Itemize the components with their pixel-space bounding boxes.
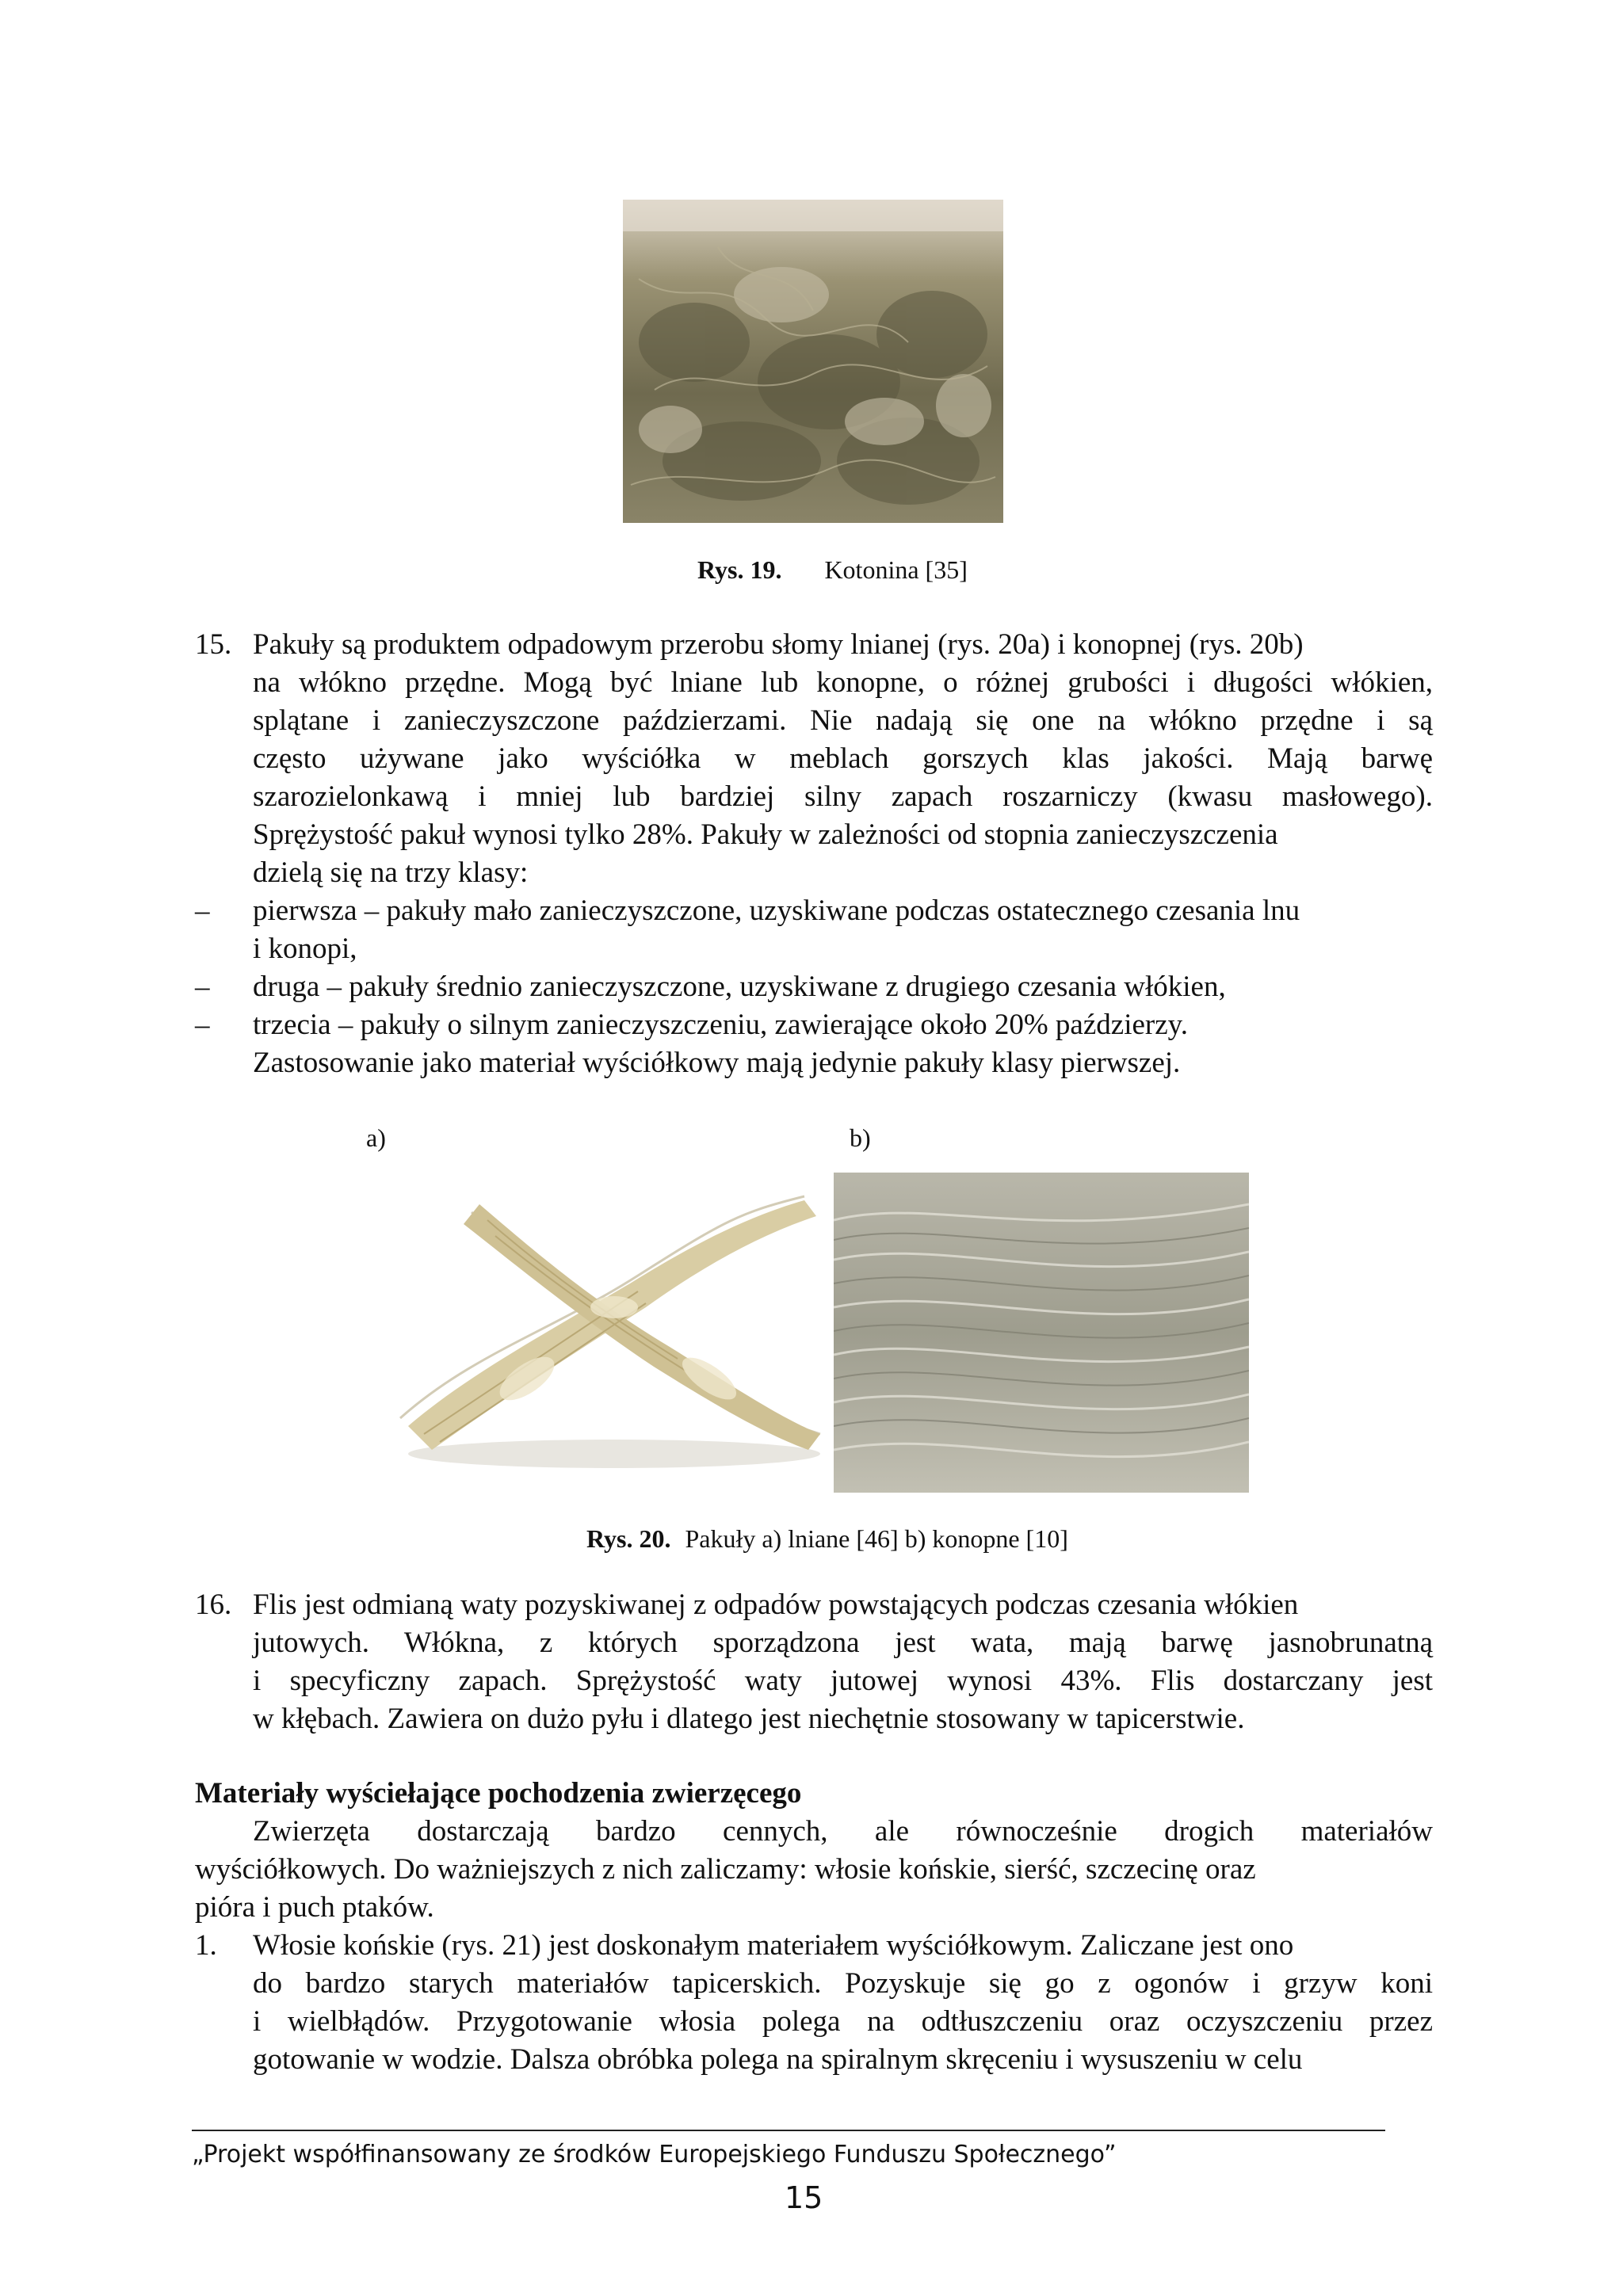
footer-text: „Projekt współfinansowany ze środków Europejskiego Funduszu Społecznego”	[192, 2141, 1117, 2168]
item-15-number: 15.	[195, 628, 232, 661]
figure-20a-label: a)	[366, 1123, 386, 1152]
footer-rule	[192, 2130, 1385, 2131]
bullet-line: druga – pakuły średnio zanieczyszczone, uzyskiwane z drugiego czesania włókien,	[253, 971, 1226, 1003]
item-15-line: dzielą się na trzy klasy:	[253, 856, 529, 889]
item-15-line: splątane i zanieczyszczone paździerzami. Nie nadają się one na włókno przędne i są	[253, 704, 1433, 737]
figure-19-caption	[697, 555, 968, 585]
closing-line: Zastosowanie jako materiał wyściółkowy mają jedynie pakuły klasy pierwszej.	[253, 1047, 1181, 1079]
item-16-line: jutowych. Włókna, z których sporządzona jest wata, mają barwę jasnobrunatną	[253, 1627, 1433, 1659]
bullet-item-third	[253, 1006, 1188, 1082]
bullet-line: pierwsza – pakuły mało zanieczyszczone, uzyskiwane podczas ostatecznego czesania lnu	[253, 894, 1300, 927]
intro-line: wyściółkowych. Do ważniejszych z nich zaliczamy: włosie końskie, sierść, szczecinę oraz	[195, 1853, 1256, 1886]
item-1-number: 1.	[195, 1929, 217, 1962]
hemp-tow-photo	[834, 1173, 1249, 1493]
bullet-dash: –	[195, 1009, 210, 1041]
intro-line: pióra i puch ptaków.	[195, 1891, 434, 1924]
item-1-paragraph	[253, 1927, 1433, 2079]
item-1-line: i wielbłądów. Przygotowanie włosia polega na odtłuszczeniu oraz oczyszczeniu przez	[253, 2005, 1433, 2038]
item-16-line: Flis jest odmianą waty pozyskiwanej z odpadów powstających podczas czesania włókien	[253, 1589, 1299, 1621]
bullet-item-first	[253, 892, 1300, 968]
item-16-number: 16.	[195, 1589, 232, 1621]
item-1-line: Włosie końskie (rys. 21) jest doskonałym materiałem wyściółkowym. Zaliczane jest ono	[253, 1929, 1294, 1962]
item-15-line: szarozielonkawą i mniej lub bardziej silny zapach roszarniczy (kwasu masłowego).	[253, 780, 1433, 813]
bullet-line: i konopi,	[253, 933, 357, 965]
item-1-line: do bardzo starych materiałów tapicerskich. Pozyskuje się go z ogonów i grzyw koni	[253, 1967, 1433, 2000]
bullet-line: trzecia – pakuły o silnym zanieczyszczeniu, zawierające około 20% paździerzy.	[253, 1009, 1188, 1041]
item-15-paragraph	[253, 626, 1433, 892]
bullet-dash: –	[195, 971, 210, 1003]
figure-20b-label: b)	[850, 1123, 871, 1152]
item-1-line: gotowanie w wodzie. Dalsza obróbka polega na spiralnym skręceniu i wysuszeniu w celu	[253, 2043, 1303, 2076]
item-15-line: na włókno przędne. Mogą być lniane lub konopne, o różnej grubości i długości włókien,	[253, 666, 1433, 699]
kotonina-photo	[623, 200, 1003, 523]
intro-line: Zwierzęta dostarczają bardzo cennych, ale równocześnie drogich materiałów	[253, 1815, 1433, 1848]
figure-19-text: Kotonina [35]	[824, 555, 968, 584]
item-15-line: Sprężystość pakuł wynosi tylko 28%. Pakuły w zależności od stopnia zanieczyszczenia	[253, 818, 1278, 851]
figure-20-caption	[586, 1524, 1068, 1554]
item-16-line: i specyficzny zapach. Sprężystość waty jutowej wynosi 43%. Flis dostarczany jest	[253, 1665, 1433, 1697]
section-heading: Materiały wyściełające pochodzenia zwierzęcego	[195, 1777, 802, 1810]
item-15-line: często używane jako wyściółka w meblach gorszych klas jakości. Mają barwę	[253, 742, 1433, 775]
page-number: 15	[785, 2180, 823, 2215]
figure-20-text: Pakuły a) lniane [46] b) konopne [10]	[685, 1524, 1068, 1553]
item-16-paragraph	[253, 1586, 1433, 1738]
section-intro	[195, 1813, 1433, 1927]
flax-tow-photo	[376, 1180, 836, 1482]
bullet-item-second	[253, 968, 1226, 1006]
figure-19-label: Rys. 19.	[697, 555, 782, 584]
bullet-dash: –	[195, 894, 210, 927]
item-15-line: Pakuły są produktem odpadowym przerobu słomy lnianej (rys. 20a) i konopnej (rys. 20b)	[253, 628, 1304, 661]
item-16-line: w kłębach. Zawiera on dużo pyłu i dlatego jest niechętnie stosowany w tapicerstwie.	[253, 1703, 1245, 1735]
figure-20-label: Rys. 20.	[586, 1524, 671, 1553]
